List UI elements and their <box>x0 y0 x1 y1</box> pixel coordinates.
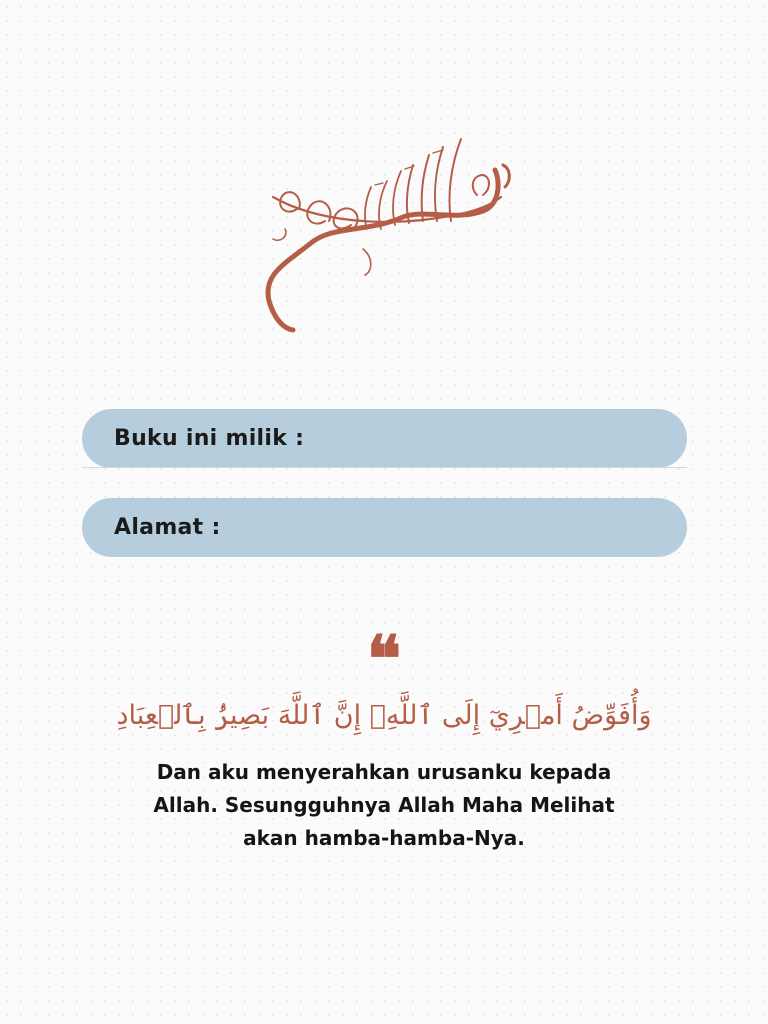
owner-field-divider <box>82 467 687 468</box>
address-label: Alamat : <box>114 515 221 540</box>
address-field[interactable] <box>82 498 687 557</box>
quran-verse-translation: Dan aku menyerahkan urusanku kepada Allah. Sesungguhnya Allah Maha Melihat akan hamba-hamba-Nya. <box>153 760 615 850</box>
owner-name-label: Buku ini milik : <box>114 426 305 451</box>
owner-name-field[interactable] <box>82 409 687 468</box>
quran-verse-arabic: وَأُفَوِّضُ أَمۡرِيٓ إِلَى ٱللَّهِۚ إِنَّ ٱللَّهَ بَصِيرُۢ بِٱلۡعِبَادِ <box>116 700 652 731</box>
bismillah-calligraphy <box>255 125 520 340</box>
quote-mark-icon: ❝ <box>366 622 402 697</box>
